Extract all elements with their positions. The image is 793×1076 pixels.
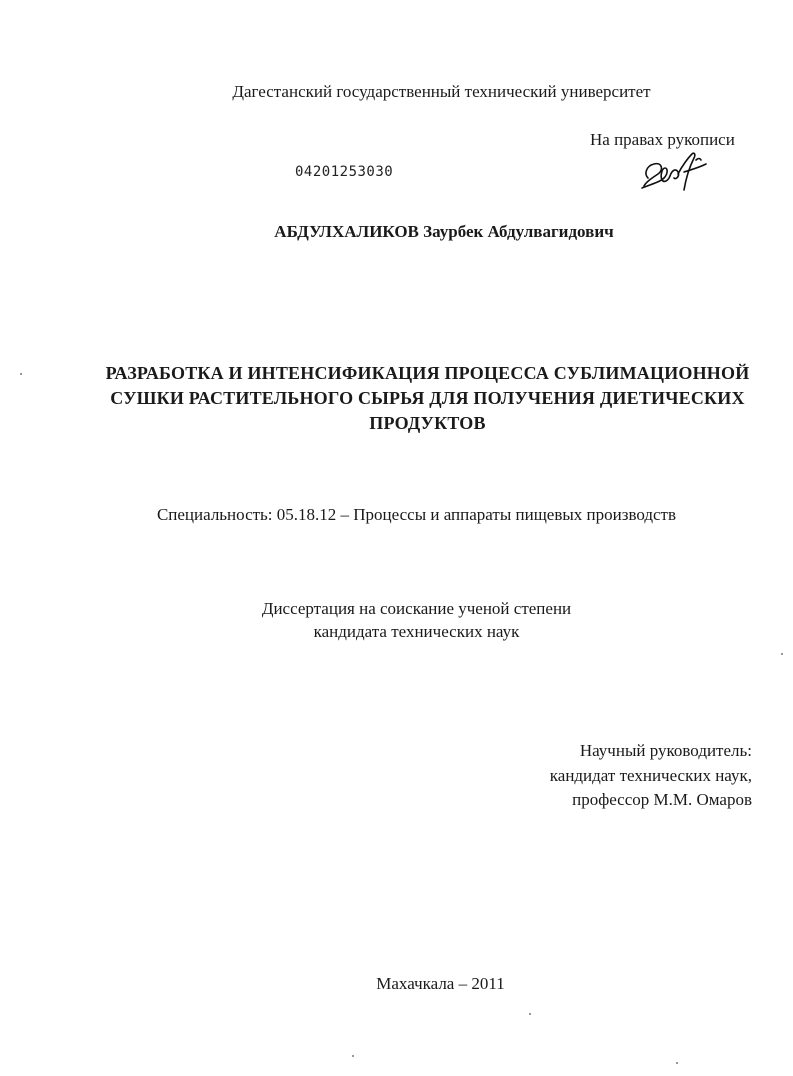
degree-line-2: кандидата технических наук	[313, 622, 520, 641]
advisor-name: профессор М.М. Омаров	[572, 790, 752, 809]
specialty-line: Специальность: 05.18.12 – Процессы и аппараты пищевых производств	[156, 505, 677, 524]
degree-statement	[0, 597, 793, 643]
degree-line-1: Диссертация на соискание ученой степени	[261, 599, 572, 618]
advisor-heading: Научный руководитель:	[579, 741, 752, 760]
author-name: АБДУЛХАЛИКОВ Заурбек Абдулвагидович	[274, 222, 614, 241]
scan-speck	[352, 1055, 354, 1057]
title-line: РАЗРАБОТКА И ИНТЕНСИФИКАЦИЯ ПРОЦЕССА СУБЛИМАЦИОННОЙ	[105, 363, 750, 383]
university-name: Дагестанский государственный технический университет	[232, 82, 651, 101]
title-line: СУШКИ РАСТИТЕЛЬНОГО СЫРЬЯ ДЛЯ ПОЛУЧЕНИЯ ДИЕТИЧЕСКИХ	[110, 388, 745, 408]
scan-speck	[676, 1062, 678, 1064]
scan-speck	[20, 373, 22, 375]
manuscript-rights-note: На правах рукописи	[590, 130, 735, 149]
handwritten-signature	[638, 148, 710, 198]
title-line: ПРОДУКТОВ	[369, 413, 486, 433]
advisor-degree: кандидат технических наук,	[549, 765, 752, 785]
archive-stamp-number: 04201253030	[295, 164, 394, 180]
scan-speck	[529, 1013, 531, 1015]
scientific-advisor	[550, 739, 752, 813]
dissertation-title	[60, 361, 793, 436]
city-year: Махачкала – 2011	[376, 974, 505, 993]
scan-speck	[781, 653, 783, 655]
